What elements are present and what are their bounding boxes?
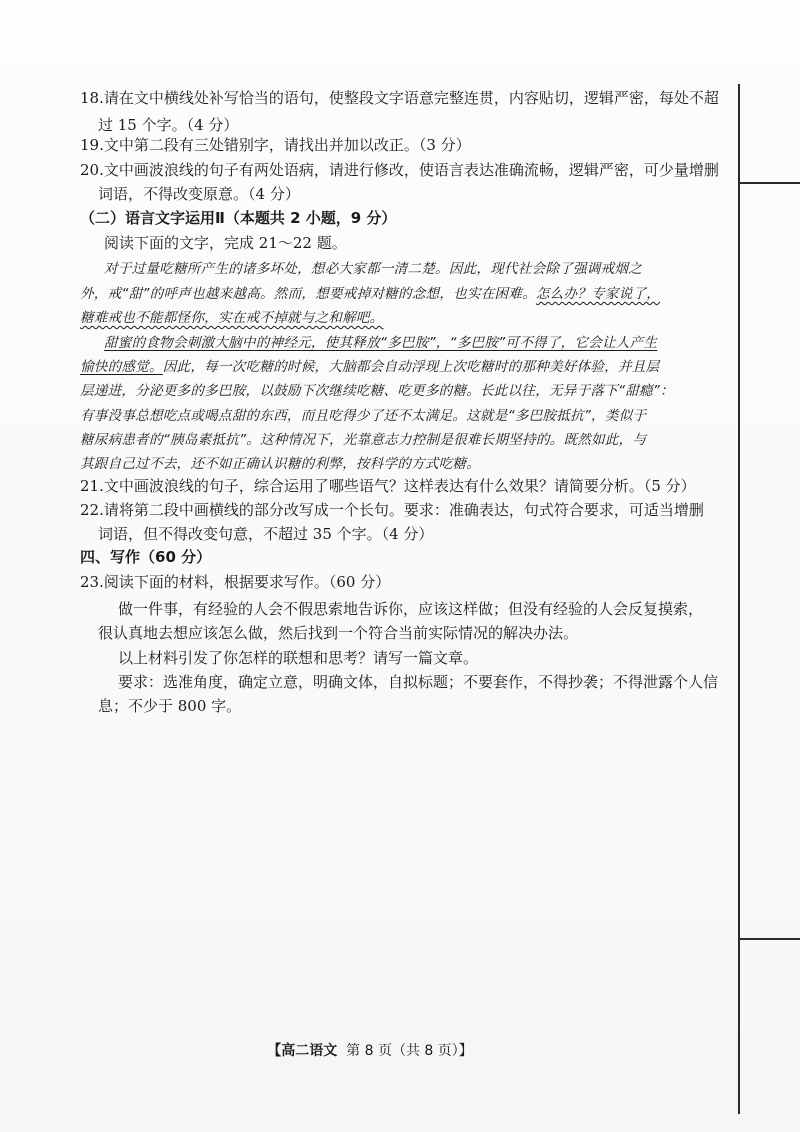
question-18-line-1: 18.请在文中横线处补写恰当的语句，使整段文字语意完整连贯，内容贴切，逻辑严密，每处不超 bbox=[80, 89, 719, 107]
question-21: 21.文中画波浪线的句子，综合运用了哪些语气？这样表达有什么效果？请简要分析。（5 分） bbox=[80, 477, 696, 495]
question-23: 23.阅读下面的材料，根据要求写作。（60 分） bbox=[80, 573, 391, 591]
passage-p2-line-4: 有事没事总想吃点或喝点甜的东西，而且吃得少了还不太满足。这就是“多巴胺抵抗”，类似于 bbox=[80, 408, 647, 424]
requirements-line-1: 要求：选准角度，确定立意，明确文体，自拟标题；不要套作，不得抄袭；不得泄露个人信 bbox=[118, 673, 719, 691]
question-22-line-2: 词语，但不得改变句意，不超过 35 个字。（4 分） bbox=[98, 525, 434, 543]
straight-underlined-end: 愉快的感觉。 bbox=[80, 359, 163, 375]
question-19: 19.文中第二段有三处错别字，请找出并加以改正。（3 分） bbox=[80, 136, 471, 154]
wavy-underlined-sentence-a: 怎么办？专家说了， bbox=[535, 286, 661, 302]
passage-p2-line-2 bbox=[80, 357, 659, 377]
question-22-line-1: 22.请将第二段中画横线的部分改写成一个长句。要求：准确表达，句式符合要求，可适当增删 bbox=[80, 501, 704, 519]
requirements-line-2: 息；不少于 800 字。 bbox=[98, 697, 242, 715]
passage-p1-line-2-text: 外，戒“甜”的呼声也越来越高。然而，想要戒掉对糖的念想，也实在困难。 bbox=[80, 286, 536, 302]
straight-underlined-sentence: 甜蜜的食物会刺激大脑中的神经元，使其释放“多巴胺”，“多巴胺”可不得了，它会让人产生 bbox=[104, 335, 658, 351]
question-20-line-2: 词语，不得改变原意。（4 分） bbox=[98, 185, 300, 203]
material-line-2: 很认真地去想应该怎么做，然后找到一个符合当前实际情况的解决办法。 bbox=[98, 624, 579, 642]
wavy-underlined-sentence-b: 糖难戒也不能都怪你，实在戒不掉就与之和解吧。 bbox=[80, 310, 384, 326]
section-2-heading: （二）语言文字运用Ⅱ（本题共 2 小题，9 分） bbox=[80, 209, 397, 227]
passage-p1-line-2 bbox=[80, 284, 660, 304]
question-20-line-1: 20.文中画波浪线的句子有两处语病，请进行修改，使语言表达准确流畅，逻辑严密，可少量增删 bbox=[80, 161, 719, 179]
material-line-1: 做一件事，有经验的人会不假思索地告诉你，应该这样做；但没有经验的人会反复摸索， bbox=[118, 600, 704, 618]
margin-tick-bottom bbox=[740, 938, 800, 940]
passage-p1-line-1: 对于过量吃糖所产生的诸多坏处，想必大家都一清二楚。因此，现代社会除了强调戒烟之 bbox=[104, 261, 642, 277]
section-2-instruction: 阅读下面的文字，完成 21～22 题。 bbox=[104, 234, 347, 252]
footer-subject: 【高二语文 bbox=[267, 1043, 338, 1059]
question-18-line-2: 过 15 个字。（4 分） bbox=[98, 116, 239, 134]
passage-p2-line-1 bbox=[104, 333, 657, 353]
passage-p2-line-3: 层递进，分泌更多的多巴胺，以鼓励下次继续吃糖、吃更多的糖。长此以往，无异于落下“甜瘾”： bbox=[80, 383, 674, 399]
margin-tick-top bbox=[740, 182, 800, 184]
page-footer bbox=[0, 1041, 800, 1061]
passage-p2-line-5: 糖尿病患者的“胰岛素抵抗”。这种情况下，光靠意志力控制是很难长期坚持的。既然如此，与 bbox=[80, 432, 647, 448]
passage-p2-line-6: 其跟自己过不去，还不如正确认识糖的利弊，按科学的方式吃糖。 bbox=[80, 456, 481, 472]
passage-p2-line-2-text: 因此，每一次吃糖的时候，大脑都会自动浮现上次吃糖时的那种美好体验，并且层 bbox=[162, 359, 660, 375]
footer-page-number: 第 8 页（共 8 页）】 bbox=[346, 1043, 473, 1059]
passage-p1-line-3 bbox=[80, 308, 383, 328]
writing-prompt: 以上材料引发了你怎样的联想和思考？请写一篇文章。 bbox=[118, 649, 479, 667]
binding-margin-line bbox=[738, 84, 740, 1114]
section-4-heading: 四、写作（60 分） bbox=[80, 548, 212, 566]
